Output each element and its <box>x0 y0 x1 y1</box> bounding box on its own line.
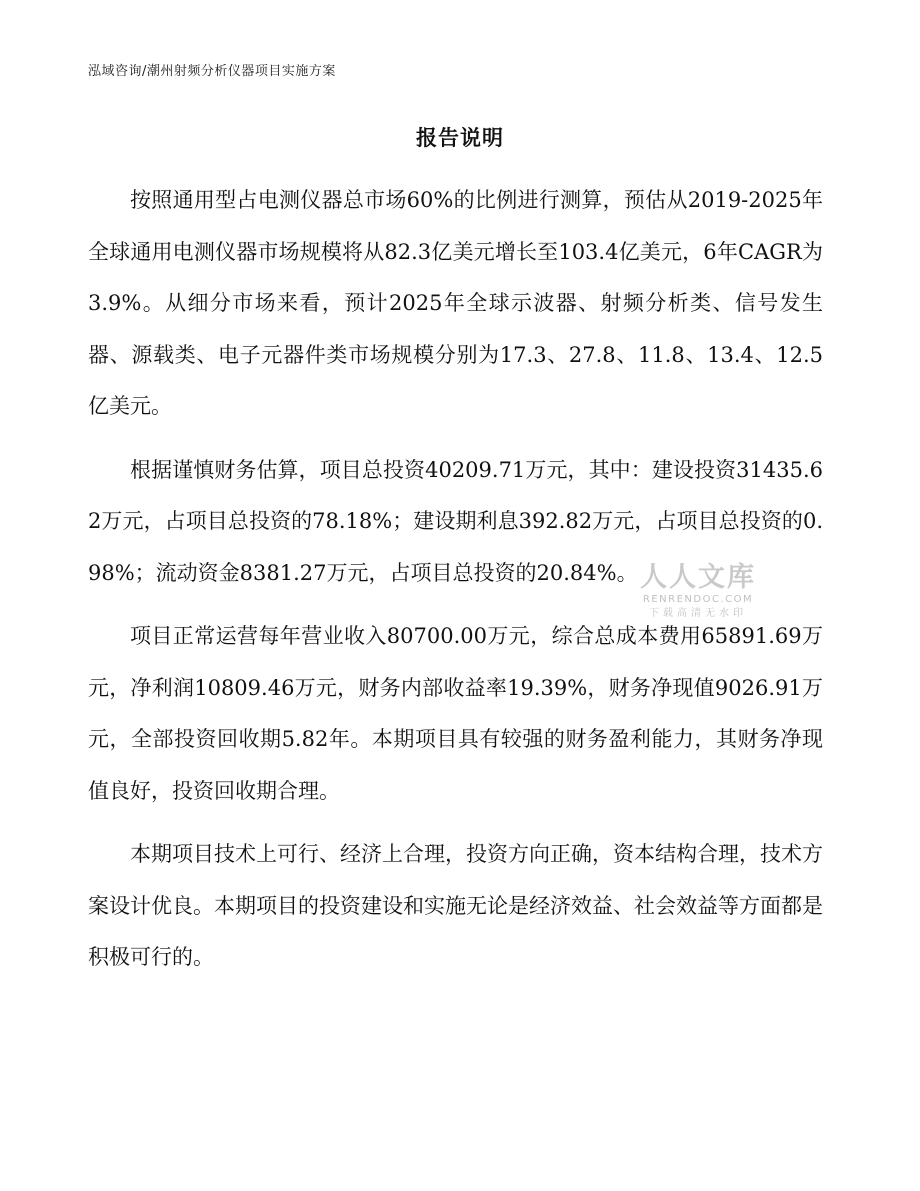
watermark-tagline: 下载高清无水印 <box>649 608 747 619</box>
paragraph-investment: 根据谨慎财务估算，项目总投资40209.71万元，其中：建设投资31435.62万元，占项目总投资的78.18%；建设期利息392.82万元，占项目总投资的0.98%；流动资金8381.27万元，占项目总投资的20.84%。 <box>88 457 823 585</box>
paragraph-market: 按照通用型占电测仪器总市场60%的比例进行测算，预估从2019-2025年全球通用电测仪器市场规模将从82.3亿美元增长至103.4亿美元，6年CAGR为3.9%。从细分市场来看，预计2025年全球示波器、射频分析类、信号发生器、源载类、电子元器件类市场规模分别为17.3、27.8、11.8、13.4、12.5亿美元。 <box>88 188 823 418</box>
running-header: 泓域咨询/潮州射频分析仪器项目实施方案 <box>88 64 336 79</box>
page-title: 报告说明 <box>416 126 504 150</box>
watermark-brand: 人人文库 <box>640 562 756 593</box>
body-text <box>88 175 823 996</box>
paragraph-conclusion: 本期项目技术上可行、经济上合理，投资方向正确，资本结构合理，技术方案设计优良。本期项目的投资建设和实施无论是经济效益、社会效益等方面都是积极可行的。 <box>88 842 823 969</box>
paragraph-revenue: 项目正常运营每年营业收入80700.00万元，综合总成本费用65891.69万元，净利润10809.46万元，财务内部收益率19.39%，财务净现值9026.91万元，全部投资回收期5.82年。本期项目具有较强的财务盈利能力，其财务净现值良好，投资回收期合理。 <box>88 624 823 803</box>
watermark-domain: RENRENDOC.COM <box>642 594 754 605</box>
